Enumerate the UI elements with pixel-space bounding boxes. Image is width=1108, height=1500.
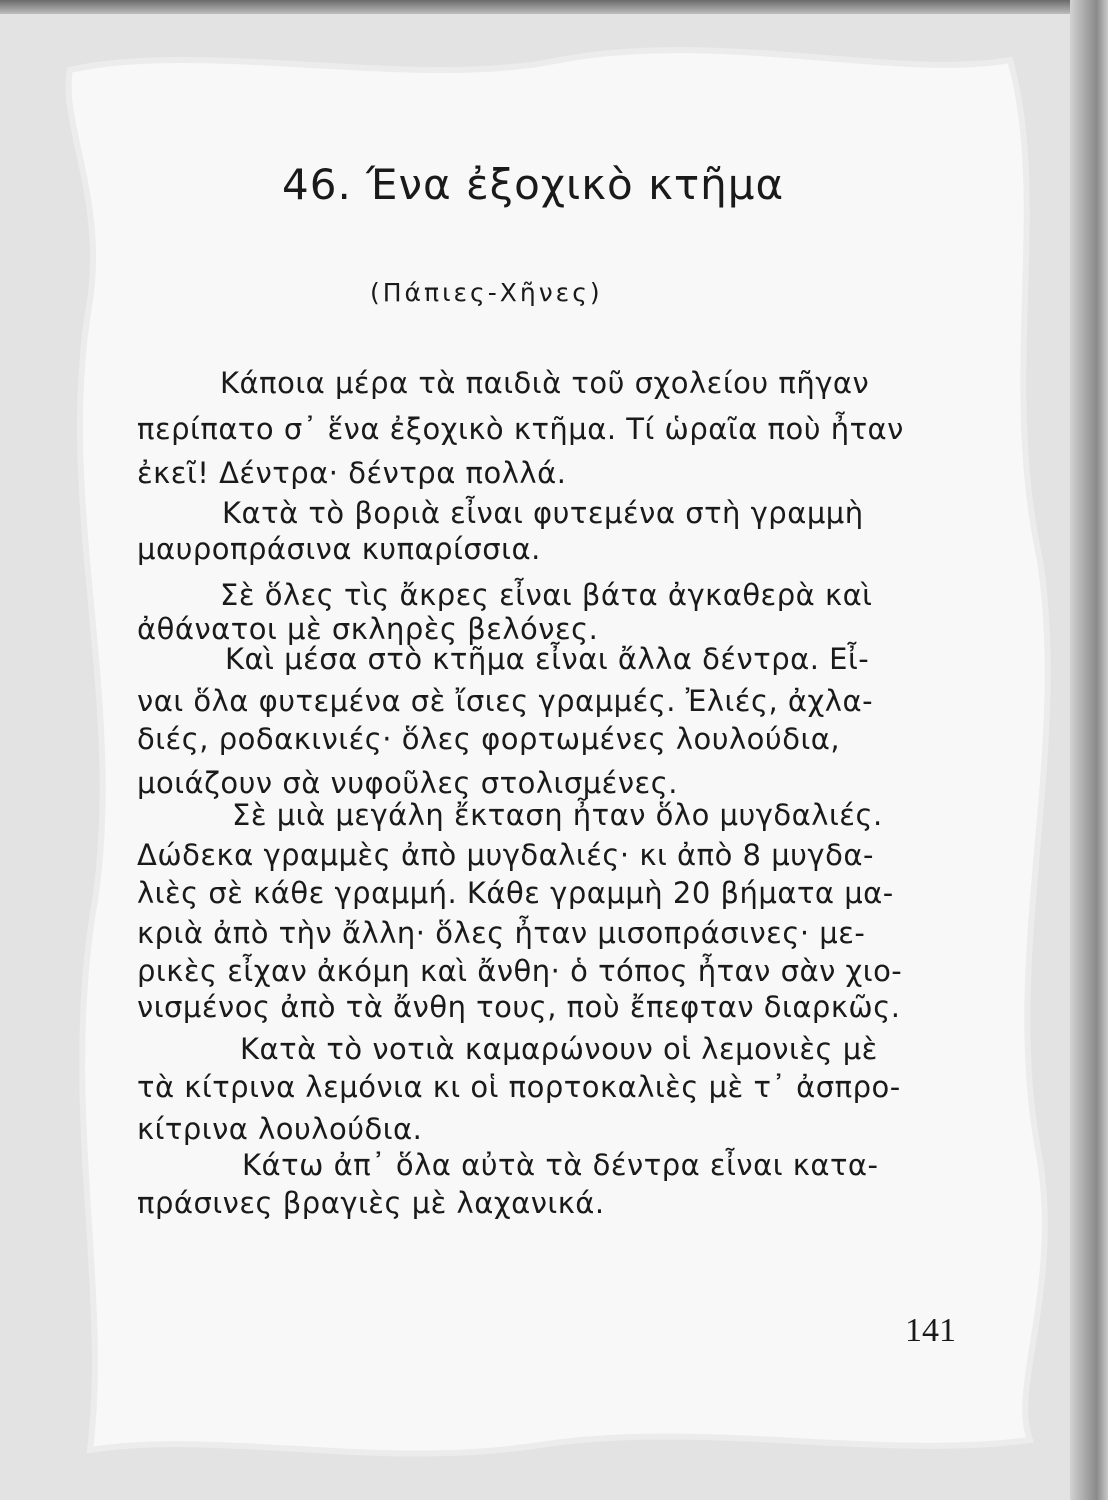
text-line: μαυροπράσινα κυπαρίσσια. — [137, 532, 541, 566]
page-title: 46. Ένα ἐξοχικὸ κτῆμα — [282, 160, 785, 209]
text-line: λιὲς σὲ κάθε γραμμή. Κάθε γραμμὴ 20 βήματα μα- — [137, 876, 894, 910]
page-subtitle: (Πάπιες-Χῆνες) — [370, 278, 603, 307]
text-line: ρικὲς εἶχαν ἀκόμη καὶ ἄνθη· ὁ τόπος ἦταν σὰν χιο- — [137, 954, 903, 988]
page-number: 141 — [905, 1312, 956, 1349]
text-line: Δώδεκα γραμμὲς ἀπὸ μυγδαλιές· κι ἀπὸ 8 μυγδα- — [137, 838, 874, 872]
text-line: κίτρινα λουλούδια. — [137, 1112, 423, 1146]
text-line: Καὶ μέσα στὸ κτῆμα εἶναι ἄλλα δέντρα. Εἶ- — [225, 642, 870, 676]
text-line: Κατὰ τὸ βοριὰ εἶναι φυτεμένα στὴ γραμμὴ — [222, 496, 864, 530]
text-line: τὰ κίτρινα λεμόνια κι οἱ πορτοκαλιὲς μὲ τ᾽ ἀσπρο- — [137, 1070, 901, 1104]
text-line: ἀθάνατοι μὲ σκληρὲς βελόνες. — [137, 612, 599, 646]
text-line: ναι ὅλα φυτεμένα σὲ ἴσιες γραμμές. Ἐλιές, ἀχλα- — [137, 684, 874, 718]
text-line: πράσινες βραγιὲς μὲ λαχανικά. — [137, 1186, 605, 1220]
text-line: μοιάζουν σὰ νυφοῦλες στολισμένες. — [137, 766, 678, 800]
text-line: ἐκεῖ! Δέντρα· δέντρα πολλά. — [137, 456, 567, 490]
text-line: κριὰ ἀπὸ τὴν ἄλλη· ὅλες ἦταν μισοπράσινες· με- — [137, 916, 866, 950]
text-line: Σὲ μιὰ μεγάλη ἔκταση ἦταν ὅλο μυγδαλιές. — [232, 798, 883, 832]
text-line: διές, ροδακινιές· ὅλες φορτωμένες λουλούδια, — [137, 722, 841, 756]
text-line: νισμένος ἀπὸ τὰ ἄνθη τους, ποὺ ἔπεφταν διαρκῶς. — [137, 990, 901, 1024]
text-line: Σὲ ὅλες τὶς ἄκρες εἶναι βάτα ἀγκαθερὰ καὶ — [220, 578, 873, 612]
text-line: Κατὰ τὸ νοτιὰ καμαρώνουν οἱ λεμονιὲς μὲ — [240, 1032, 878, 1066]
text-line: Κάποια μέρα τὰ παιδιὰ τοῦ σχολείου πῆγαν — [220, 366, 870, 400]
text-line: Κάτω ἀπ᾽ ὅλα αὐτὰ τὰ δέντρα εἶναι κατα- — [242, 1148, 879, 1182]
text-line: περίπατο σ᾽ ἕνα ἐξοχικὸ κτῆμα. Τί ὡραῖα ποὺ ἦταν — [137, 412, 904, 446]
